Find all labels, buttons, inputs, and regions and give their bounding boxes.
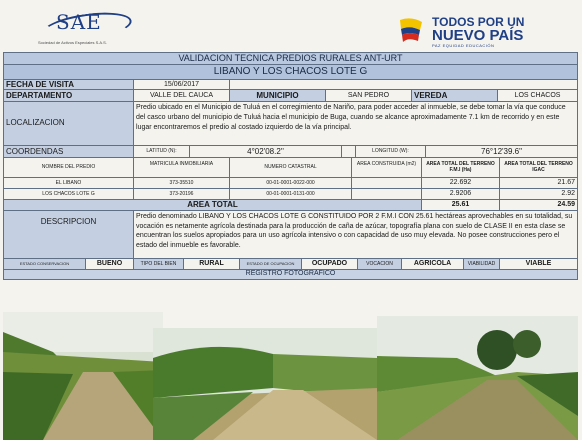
table-row	[3, 189, 578, 200]
sae-logo-text: SAE	[56, 10, 102, 34]
viabilidad-label: VIABILIDAD	[464, 259, 500, 269]
estado-label: ESTADO CONSERVACION	[4, 259, 86, 269]
row-fmi: 2.9206	[422, 189, 500, 199]
col-igac: AREA TOTAL DEL TERRENO IGAC	[504, 161, 573, 173]
area-total-igac: 24.59	[557, 201, 575, 208]
table-row	[3, 178, 578, 189]
viabilidad-value: VIABLE	[525, 260, 552, 267]
vocacion-label: VOCACION	[358, 259, 402, 269]
vereda-label: VEREDA	[412, 90, 498, 101]
vereda-value: LOS CHACOS	[514, 92, 561, 99]
descripcion-row	[3, 211, 578, 259]
departamento-row	[3, 90, 578, 102]
localizacion-row	[3, 102, 578, 146]
col-fmi: AREA TOTAL DEL TERRENO F.M.I (Ha)	[422, 158, 500, 177]
sae-logo	[34, 10, 144, 50]
col-matricula: MATRICULA INMOBILIARIA	[134, 158, 230, 177]
field-photo-2	[153, 328, 377, 440]
area-total-fmi: 25.61	[422, 200, 500, 210]
area-total-label: AREA TOTAL	[4, 200, 422, 210]
row-catastral: 00-01-0001-0022-000	[230, 178, 352, 188]
area-total-row	[3, 200, 578, 211]
gov-slogan-line1: TODOS POR UN	[432, 15, 525, 29]
form-title: VALIDACION TECNICA PREDIOS RURALES ANT-URT	[3, 52, 578, 65]
col-nombre: NOMBRE DEL PREDIO	[4, 158, 134, 177]
departamento-label: DEPARTAMENTO	[4, 90, 134, 101]
longitud-label: LONGITUD (W):	[356, 146, 426, 157]
gov-slogan-line2: NUEVO PAÍS	[432, 27, 524, 44]
field-photo-1	[3, 312, 163, 440]
localizacion-label: LOCALIZACION	[4, 102, 134, 145]
row-nombre: EL LIBANO	[4, 178, 134, 188]
col-catastral: NUMERO CATASTRAL	[230, 158, 352, 177]
localizacion-text: Predio ubicado en el Municipio de Tuluá en el corregimiento de Nariño, para poder acceder al inmueble, se debe tomar la vía que conduce del casco urbano del municipio de Tuluá hacia el municipio de Buga, cuando se alcance aproximadamente 7.1 km de recorrido y en este lugar encontraremos el predio al costado izquierdo de la vía principal.	[136, 104, 566, 131]
table-header	[3, 158, 578, 178]
latitud-value: 4°02'08.2''	[190, 146, 342, 157]
colombia-flag-icon	[396, 16, 426, 46]
photo-gallery	[3, 308, 578, 440]
validation-form	[3, 52, 578, 280]
tipo-label: TIPO DEL BIEN	[134, 259, 184, 269]
latitud-label: LATITUD (N):	[134, 146, 190, 157]
municipio-label: MUNICIPIO	[230, 90, 326, 101]
row-fmi: 22.692	[422, 178, 500, 188]
descripcion-text: Predio denominado LIBANO Y LOS CHACOS LOTE G CONSTITUIDO POR 2 F.M.I CON 25.61 hectáreas aprovechables en su totalidad, su vocación es netamente agrícola destinada para la producción de caña de azúcar, topografía plana con suelo de CLASE II en esta clase se encuentran los suelos apropiados para un uso agrícola intensivo o con capacidad de uso muy elevada. No posee construcciones pero el estado del inmueble es favorable.	[136, 213, 573, 249]
row-matricula: 373-35510	[134, 178, 230, 188]
row-igac: 21.67	[557, 179, 575, 186]
coordenadas-label: COORDENDAS	[4, 146, 134, 157]
row-construida	[352, 189, 422, 199]
departamento-value: VALLE DEL CAUCA	[134, 90, 230, 101]
row-construida	[352, 178, 422, 188]
municipio-value: SAN PEDRO	[326, 90, 412, 101]
row-catastral: 00-01-0001-0131-000	[230, 189, 352, 199]
fecha-row	[3, 80, 578, 90]
fecha-value: 15/06/2017	[134, 80, 230, 89]
gov-slogan-line3: PAZ EQUIDAD EDUCACIÓN	[432, 43, 495, 48]
row-nombre: LOS CHACOS LOTE G	[4, 189, 134, 199]
col-construida: AREA CONSTRUIDA (m2)	[352, 158, 422, 177]
row-igac: 2.92	[561, 190, 575, 197]
ocupacion-label: ESTADO DE OCUPACION	[240, 259, 302, 269]
row-matricula: 373-20196	[134, 189, 230, 199]
tipo-value: RURAL	[184, 259, 240, 269]
longitud-value: 76°12'39.6"	[481, 147, 522, 156]
government-logo	[396, 14, 546, 50]
sae-subtitle: Sociedad de Activos Especiales S.A.S.	[38, 40, 107, 45]
vocacion-value: AGRICOLA	[402, 259, 464, 269]
field-photo-3	[377, 316, 578, 440]
ocupacion-value: OCUPADO	[302, 259, 358, 269]
fecha-label: FECHA DE VISITA	[4, 80, 134, 89]
status-row	[3, 259, 578, 270]
coordenadas-row	[3, 146, 578, 158]
property-name: LIBANO Y LOS CHACOS LOTE G	[3, 65, 578, 80]
registro-fotografico-header: REGISTRO FOTOGRAFICO	[3, 270, 578, 280]
estado-value: BUENO	[86, 259, 134, 269]
descripcion-label: DESCRIPCION	[4, 211, 134, 258]
